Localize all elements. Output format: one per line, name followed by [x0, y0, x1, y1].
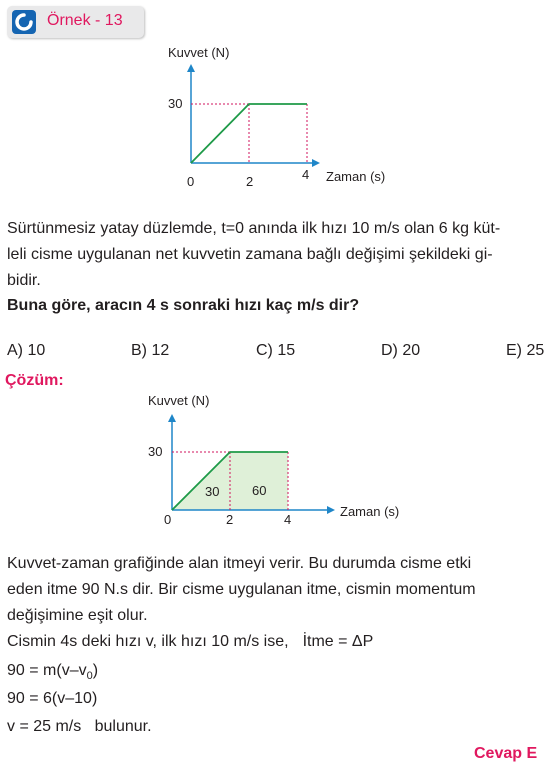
option-d[interactable]: D) 20 — [381, 342, 421, 359]
solution-line: Kuvvet-zaman grafiğinde alan itmeyi verir. Bu durumda cisme etki — [7, 555, 472, 572]
equation-1 — [7, 662, 98, 682]
force-time-graph — [160, 40, 410, 195]
y-tick-30: 30 — [168, 96, 183, 111]
impulse-equation: İtme = ΔP — [302, 633, 374, 650]
option-c[interactable]: C) 15 — [256, 342, 296, 359]
velocity-statement — [7, 633, 373, 651]
y-axis-label: Kuvvet (N) — [148, 393, 210, 408]
x-tick-0: 0 — [187, 174, 195, 189]
x-tick-2: 2 — [226, 512, 234, 527]
y-tick-30: 30 — [148, 444, 163, 459]
equation-1-main: 90 = m(v–v — [7, 662, 87, 679]
solution-paragraph — [7, 551, 476, 629]
equation-1-close: ) — [92, 662, 99, 679]
area-right-label: 60 — [252, 483, 267, 498]
velocity-text: Cismin 4s deki hızı v, ilk hızı 10 m/s ise, — [7, 633, 289, 650]
x-axis-label: Zaman (s) — [326, 169, 386, 184]
x-axis-label: Zaman (s) — [340, 504, 400, 519]
option-a[interactable]: A) 10 — [7, 342, 46, 359]
solution-heading: Çözüm: — [5, 372, 64, 389]
x-tick-0: 0 — [164, 512, 172, 527]
x-tick-2: 2 — [246, 174, 254, 189]
x-tick-4: 4 — [284, 512, 292, 527]
answer-label: Cevap E — [474, 745, 538, 762]
option-e[interactable]: E) 25 — [506, 342, 545, 359]
example-title: Örnek - 13 — [47, 12, 123, 29]
y-axis-label: Kuvvet (N) — [168, 45, 230, 60]
solution-line: değişimine eşit olur. — [7, 607, 148, 624]
option-b[interactable]: B) 12 — [131, 342, 170, 359]
example-header — [7, 6, 144, 38]
question-text: Buna göre, aracın 4 s sonraki hızı kaç m/s dir? — [7, 297, 360, 314]
problem-text — [7, 216, 500, 294]
problem-line: bidir. — [7, 272, 41, 289]
equation-3: v = 25 m/s bulunur. — [7, 718, 152, 735]
area-left-label: 30 — [205, 484, 220, 499]
refresh-icon — [12, 10, 36, 34]
x-tick-4: 4 — [302, 167, 310, 182]
problem-line: leli cisme uygulanan net kuvvetin zamana bağlı değişimi şekildeki gi- — [7, 246, 493, 263]
equation-2: 90 = 6(v–10) — [7, 690, 98, 707]
equation-1-subscript: 0 — [86, 670, 93, 683]
solution-line: eden itme 90 N.s dir. Bir cisme uygulanan itme, cismin momentum — [7, 581, 476, 598]
solution-graph — [140, 390, 440, 535]
problem-line: Sürtünmesiz yatay düzlemde, t=0 anında ilk hızı 10 m/s olan 6 kg küt- — [7, 220, 501, 237]
